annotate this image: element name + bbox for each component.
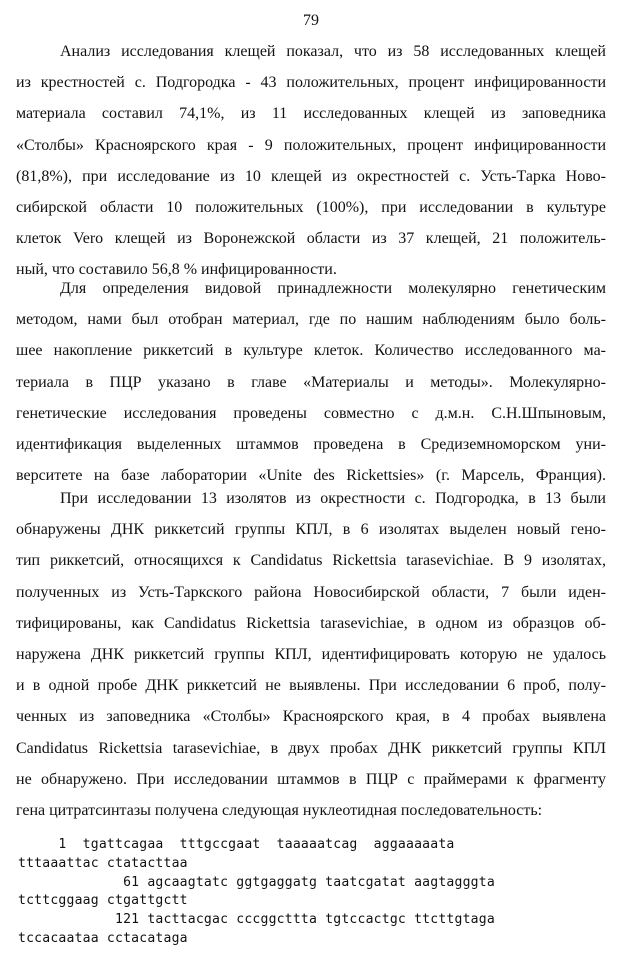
text-line: генетические исследования проведены совместно с д.м.н. С.Н.Шпыновым, (16, 404, 606, 422)
sequence-line: tttaaattac ctatacttaa (18, 855, 188, 871)
text-line: тифицированы, как Candidatus Rickettsia tarasevichiae, в одном из образцов об- (16, 614, 606, 632)
text-line: Candidatus Rickettsia tarasevichiae, в двух пробах ДНК риккетсий группы КПЛ (16, 739, 606, 757)
nucleotide-sequence (18, 836, 608, 949)
text-line: из крестностей с. Подгородка - 43 положительных, процент инфицированности (16, 74, 606, 92)
sequence-line: 1 tgattcagaa tttgccgaat taaaaatcag aggaaaaata (18, 837, 455, 852)
text-line: Для определения видовой принадлежности молекулярно генетическим (60, 280, 606, 297)
paragraph-molecular-methods (16, 273, 606, 491)
text-line: наружена ДНК риккетсий группы КПЛ, идентифицировать которую не удалось (16, 645, 606, 663)
text-line: ный, что составило 56,8 % инфицированности. (16, 261, 337, 279)
text-line: гена цитратсинтазы получена следующая нуклеотидная последовательность: (16, 801, 543, 819)
text-line: шее накопление риккетсий в культуре клеток. Количество исследованного ма- (16, 342, 606, 360)
text-line: тип риккетсий, относящихся к Candidatus Rickettsia tarasevichiae. В 9 изолятах, (16, 552, 606, 570)
text-line: верситете на базе лаборатории «Unite des Rickettsies» (г. Марсель, Франция). (16, 467, 606, 485)
paragraph-tick-analysis (16, 36, 606, 286)
text-line: клеток Vero клещей из Воронежской области из 37 клещей, 21 положитель- (16, 230, 606, 248)
text-line: «Столбы» Красноярского края - 9 положительных, процент инфицированности (16, 136, 606, 154)
text-line: идентификация выделенных штаммов проведена в Средиземноморском уни- (16, 435, 606, 453)
text-line: материала составил 74,1%, из 11 исследованных клещей из заповедника (16, 105, 606, 123)
text-line: и в одной пробе ДНК риккетсий не выявлены. При исследовании 6 проб, полу- (16, 677, 606, 695)
text-line: обнаружены ДНК риккетсий группы КПЛ, в 6 изолятах выделен новый гено- (16, 521, 606, 539)
text-line: териала в ПЦР указано в главе «Материалы и методы». Молекулярно- (16, 373, 606, 391)
text-line: (81,8%), при исследование из 10 клещей из окрестностей с. Усть-Тарка Ново- (16, 167, 606, 185)
page-number: 79 (303, 12, 319, 29)
text-line: не обнаружено. При исследовании штаммов в ПЦР с праймерами к фрагменту (16, 770, 606, 788)
text-line: сибирской области 10 положительных (100%), при исследовании в культуре (16, 198, 606, 216)
text-line: При исследовании 13 изолятов из окрестности с. Подгородка, в 13 были (60, 490, 606, 507)
sequence-line: 121 tacttacgac cccggcttta tgtccactgc ttcttgtaga (18, 912, 495, 928)
text-line: полученных из Усть-Таркского района Новосибирской области, 7 были иден- (16, 583, 606, 601)
paragraph-isolates-results (16, 483, 606, 826)
sequence-line: tcttcggaag ctgattgctt (18, 893, 188, 909)
text-line: Анализ исследования клещей показал, что из 58 исследованных клещей (60, 43, 606, 60)
text-line: ченных из заповедника «Столбы» Красноярского края, в 4 пробах выявлена (16, 708, 606, 726)
text-line: методом, нами был отобран материал, где по нашим наблюдениям было боль- (16, 311, 606, 329)
sequence-line: tccacaataa cctacataga (18, 930, 188, 946)
sequence-line: 61 agcaagtatc ggtgaggatg taatcgatat aagtagggta (18, 874, 495, 890)
